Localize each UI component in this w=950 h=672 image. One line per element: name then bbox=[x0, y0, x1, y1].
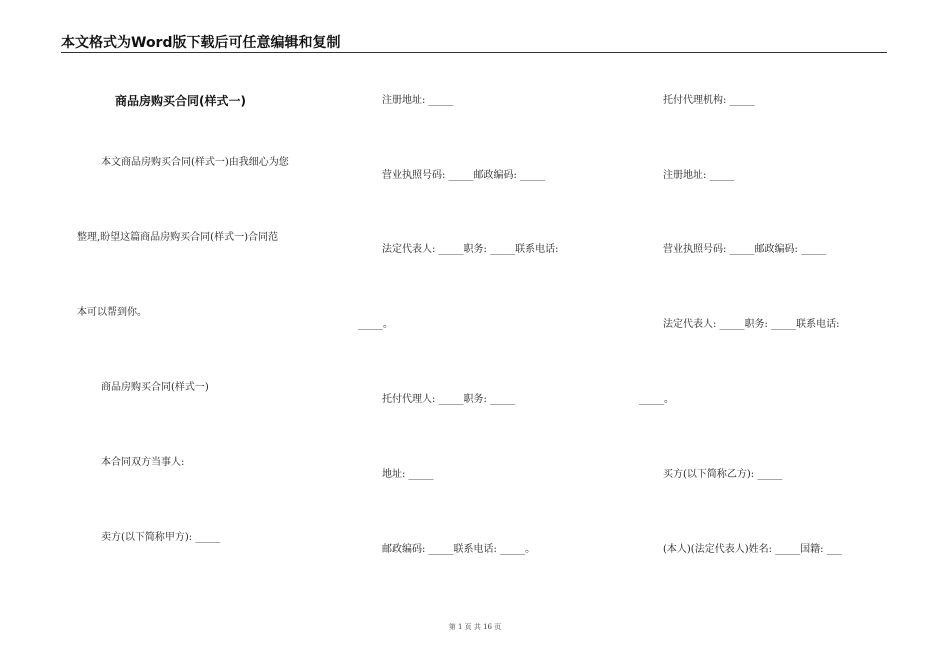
intro-line-1: 本文商品房购买合同(样式一)由我细心为您 bbox=[101, 157, 289, 168]
parties-heading: 本合同双方当事人: bbox=[101, 457, 185, 468]
legal-rep-line: 法定代表人: _____职务: _____联系电话: bbox=[382, 244, 559, 255]
buyer-name-line: (本人)(法定代表人)姓名: _____国籍: ___ bbox=[663, 544, 842, 555]
intro-line-2: 整理,盼望这篇商品房购买合同(样式一)合同范 bbox=[77, 232, 278, 243]
agency-legal-rep-line: 法定代表人: _____职务: _____联系电话: bbox=[663, 319, 840, 330]
registered-address-line: 注册地址: _____ bbox=[382, 95, 454, 106]
intro-line-3: 本可以帮到你。 bbox=[77, 307, 147, 318]
address-line: 地址: _____ bbox=[382, 469, 434, 480]
contract-heading: 商品房购买合同(样式一) bbox=[101, 382, 209, 393]
agency-phone-line: _____。 bbox=[639, 394, 674, 405]
business-license-line: 营业执照号码: _____邮政编码: _____ bbox=[382, 170, 546, 181]
postal-phone-line: 邮政编码: _____联系电话: _____。 bbox=[382, 544, 536, 555]
seller-line: 卖方(以下简称甲方): _____ bbox=[101, 532, 221, 543]
agency-address-line: 注册地址: _____ bbox=[663, 170, 735, 181]
document-header: 本文格式为Word版下载后可任意编辑和复制 bbox=[61, 34, 887, 53]
agency-line: 托付代理机构: _____ bbox=[663, 95, 755, 106]
document-title: 商品房购买合同(样式一) bbox=[115, 94, 246, 108]
agency-license-line: 营业执照号码: _____邮政编码: _____ bbox=[663, 244, 827, 255]
legal-rep-phone-line: _____。 bbox=[358, 319, 393, 330]
page-number: 第 1 页 共 16 页 bbox=[448, 623, 502, 631]
buyer-line: 买方(以下简称乙方): _____ bbox=[663, 469, 783, 480]
agent-line: 托付代理人: _____职务: _____ bbox=[382, 394, 516, 405]
